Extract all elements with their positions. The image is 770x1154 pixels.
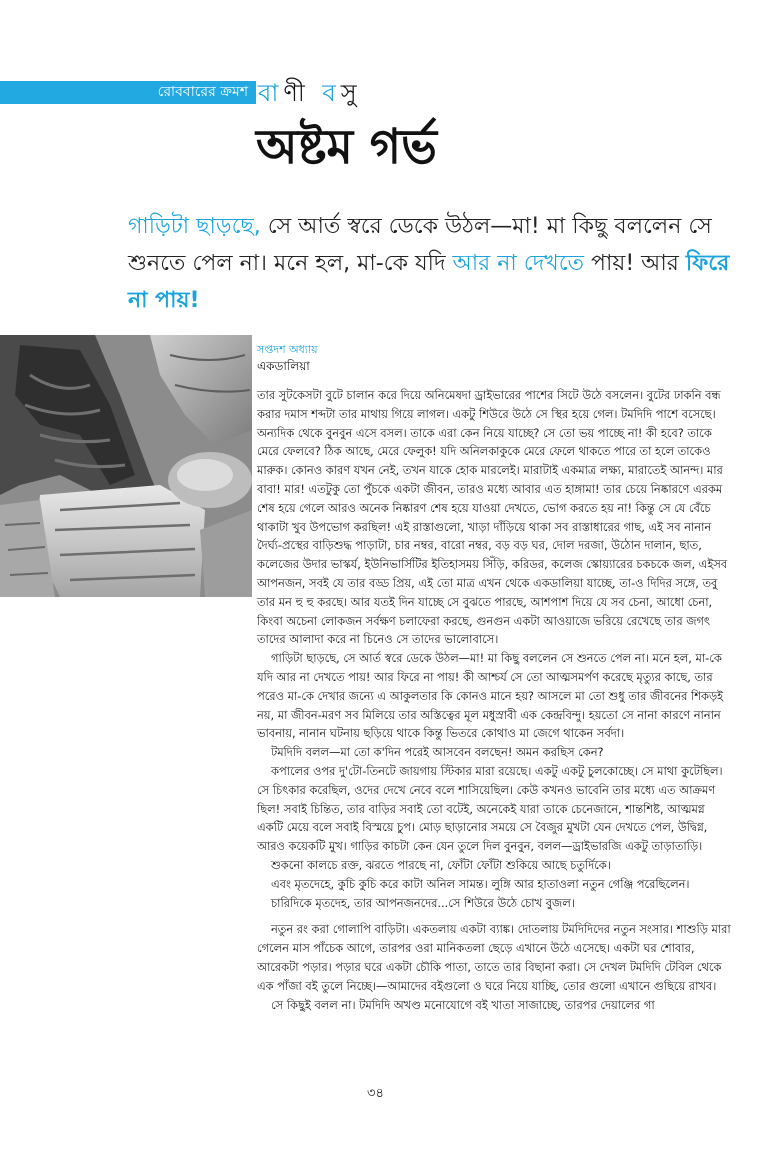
body-paragraph: গাড়িটা ছাড়ছে, সে আর্ত স্বরে ডেকে উঠল—মা! মা কিছু বললেন সে শুনতে পেল না। মনে হল, মা-কে যদি আর না দেখতে পায়! আর ফিরে না পায়! কী আশ্চর্য সে তো আত্মসমর্পণ করেছে মৃত্যুর কাছে, তার পরেও মা-কে দেখার জন্যে এ আকুলতার কি কোনও মানে হয়? আসলে মা তো শুধু তার জীবনের শিকড়ই নয়, মা জীবন-মরণ সব মিলিয়ে তার অস্তিত্বের মূল মধুস্রাবী এক কেন্দ্রবিন্দু। হয়তো সে নানা কারণে নানান ভাবনায়, নানান ঘটনায় ছড়িয়ে থাকে কিন্তু ভিতরে কোথাও মা জেগে থাকেন সর্বদা। <box>257 651 724 741</box>
author-name <box>258 76 362 110</box>
tree-bark-photo <box>0 335 252 597</box>
author-part: সু <box>340 79 362 107</box>
series-label: রোববারের ক্রমশ <box>157 84 248 100</box>
body-paragraph: এবং মৃতদেহে, কুচি কুচি করে কাটা অনিল সামন্ত। লুঙ্গি আর হাতাওলা নতুন গেঞ্জি পরেছিলেন। <box>271 876 690 891</box>
intro-highlight: গাড়িটা ছাড়ছে, <box>128 214 261 239</box>
body-paragraph: সে কিছুই বলল না। টমদিদি অখণ্ড মনোযোগে বই খাতা সাজাচ্ছে, তারপর দেয়ালের গা <box>271 997 655 1012</box>
story-title: অষ্টম গর্ভ <box>256 119 437 175</box>
intro-highlight: ফিরে না পায়! <box>128 251 730 313</box>
author-part: ণী <box>283 79 310 107</box>
body-paragraph: চারিদিকে মৃতদেহ, তার আপনজনদের...সে শিউরে উঠে চোখ বুজল। <box>271 895 575 910</box>
author-part: ব <box>322 79 341 107</box>
chapter-name: একডালিয়া <box>257 359 310 373</box>
bark-illustration <box>0 335 252 597</box>
body-paragraph: নতুন রং করা গোলাপি বাড়িটা। একতলায় একটা ব্যাঙ্ক। দোতলায় টমদিদিদের নতুন সংসার। শাশুড়ি মারা গেলেন মাস পাঁচেক আগে, তারপর ওরা মানিকতলা ছেড়ে এখানে উঠে এসেছে। একটা ঘর শোবার, আরেকটা পড়ার। পড়ার ঘরে একটা চৌকি পাতা, তাতে তার বিছানা করা। সে দেখল টমদিদি টেবিল থেকে এক পাঁজা বই তুলে নিচ্ছে।—আমাদের বইগুলো ও ঘরে নিয়ে যাচ্ছি, তোর গুলো এখানে গুছিয়ে রাখব। <box>257 922 731 993</box>
chapter-label: সপ্তদশ অধ্যায় <box>257 343 318 356</box>
body-paragraph: টমদিদি বলল—মা তো ক'দিন পরেই আসবেন বলছেন! অমন করছিস কেন? <box>271 745 604 760</box>
intro-text: পায়! আর <box>584 251 686 276</box>
body-paragraph: শুকনো কালচে রক্ত, ঝরতে পারছে না, ফোঁটা ফোঁটা শুকিয়ে আছে চতুর্দিকে। <box>271 857 611 872</box>
intro-highlight: আর না দেখতে <box>452 251 585 276</box>
body-paragraph: কপালের ওপর দু'টো-তিনটে জায়গায় স্টিকার মারা রয়েছে। একটু একটু চুলকোচ্ছে। সে মাথা কুটেছিল। সে চিৎকার করেছিল, ওদের দেখে নেবে বলে শাসিয়েছিল। কেউ কখনও ভাবেনি তার মধ্যে এত আক্রমণ ছিল! সবাই চিন্তিত, তার বাড়ির সবাই তো বটেই, অনেকেই যারা তাকে চেনেজানে, শান্তশিষ্ট, আত্মমগ্ন একটি মেয়ে বলে সবাই বিস্ময়ে চুপ। মোড় ছাড়ানোর সময়ে সে বৈজুর মুখটা যেন দেখতে পেল, উদ্বিগ্ন, আরও কয়েকটি মুখ। গাড়ির কাচটা কেন যেন তুলে দিল বুনবুন, বলল—ড্রাইভারজি একটু তাড়াতাড়ি। <box>257 763 723 854</box>
author-part: বা <box>258 79 284 107</box>
intro-pullquote <box>128 208 733 319</box>
body-text <box>257 386 733 1014</box>
series-banner <box>0 81 256 104</box>
intro-text: সে আর্ত স্বরে ডেকে উঠল—মা! মা কিছু বললেন সে শুনতে পেল না। মনে হল, মা-কে যদি <box>128 214 712 276</box>
body-paragraph: তার সুটকেসটা বুটে চালান করে দিয়ে অনিমেষদা ড্রাইভারের পাশের সিটে উঠে বসলেন। বুটের ঢাকনি বন্ধ করার দমাস শব্দটা তার মাথায় গিয়ে লাগল। একটু শিউরে উঠে সে স্থির হয়ে গেল। টমদিদি পাশে বসেছে। অন্যদিক থেকে বুনবুন এসে বসল। তাকে এরা কেন নিয়ে যাচ্ছে? সে তো ভয় পাচ্ছে না! কী হবে? তাকে মেরে ফেলবে? ঠিক আছে, মেরে ফেলুক! যদি অনিলকাকুকে মেরে ফেলে থাকতে পারে তা হলে তাকেও মারুক। কোনও কারণ যখন নেই, তখন যাকে হোক মারলেই। মারাটাই একমাত্র লক্ষ্য, মারাতেই আনন্দ। মার বাবা! মার! এতটুকু তো পুঁচকে একটা জীবন, তারও মধ্যে আবার এত হাঙ্গামা! তার চেয়ে নিষ্কারণে এরকম শেষ হয়ে গেলে আরও অনেক নিষ্কারণ শেষ হয়ে যাওয়া দেখতে, ভোগ করতে হয় না! কিন্তু সে যে বেঁচে থাকাটা খুব উপভোগ করছিল! এই রাস্তাগুলো, খাড়া দাঁড়িয়ে থাকা সব রাস্তাধারের গাছ, এই সব নানান দৈর্ঘ্য-প্রস্থের বাড়িশুদ্ধ পাড়াটা, চার নম্বর, বারো নম্বর, বড় বড় ঘর, দোল দরজা, উঠোন দালান, ছাত, কলেজের উদার ভাস্কর্য, ইউনিভার্সিটির ইতিহাসময় সিঁড়ি, করিডর, কলেজ স্কোয়্যারের চকচকে জল, এইসব আপনজন, সবই যে তার বড্ড প্রিয়, এই তো মাত্র এখন থেকে একডালিয়া যাচ্ছে, তা-ও দিদির সঙ্গে, তবু তার মন হু হু করছে। আর যতই দিন যাচ্ছে সে বুঝতে পারছে, আশপাশ দিয়ে যে সব চেনা, আধো চেনা, কিংবা অচেনা লোকজন সর্বক্ষণ চলাফেরা করছে, গুনগুন একটা আওয়াজে ভরিয়ে রেখেছে তার জগৎ তাদের আলাদা করে না চিনেও সে তাদের ভালোবাসে। <box>257 388 728 647</box>
page-number: ৩৪ <box>367 1086 384 1101</box>
